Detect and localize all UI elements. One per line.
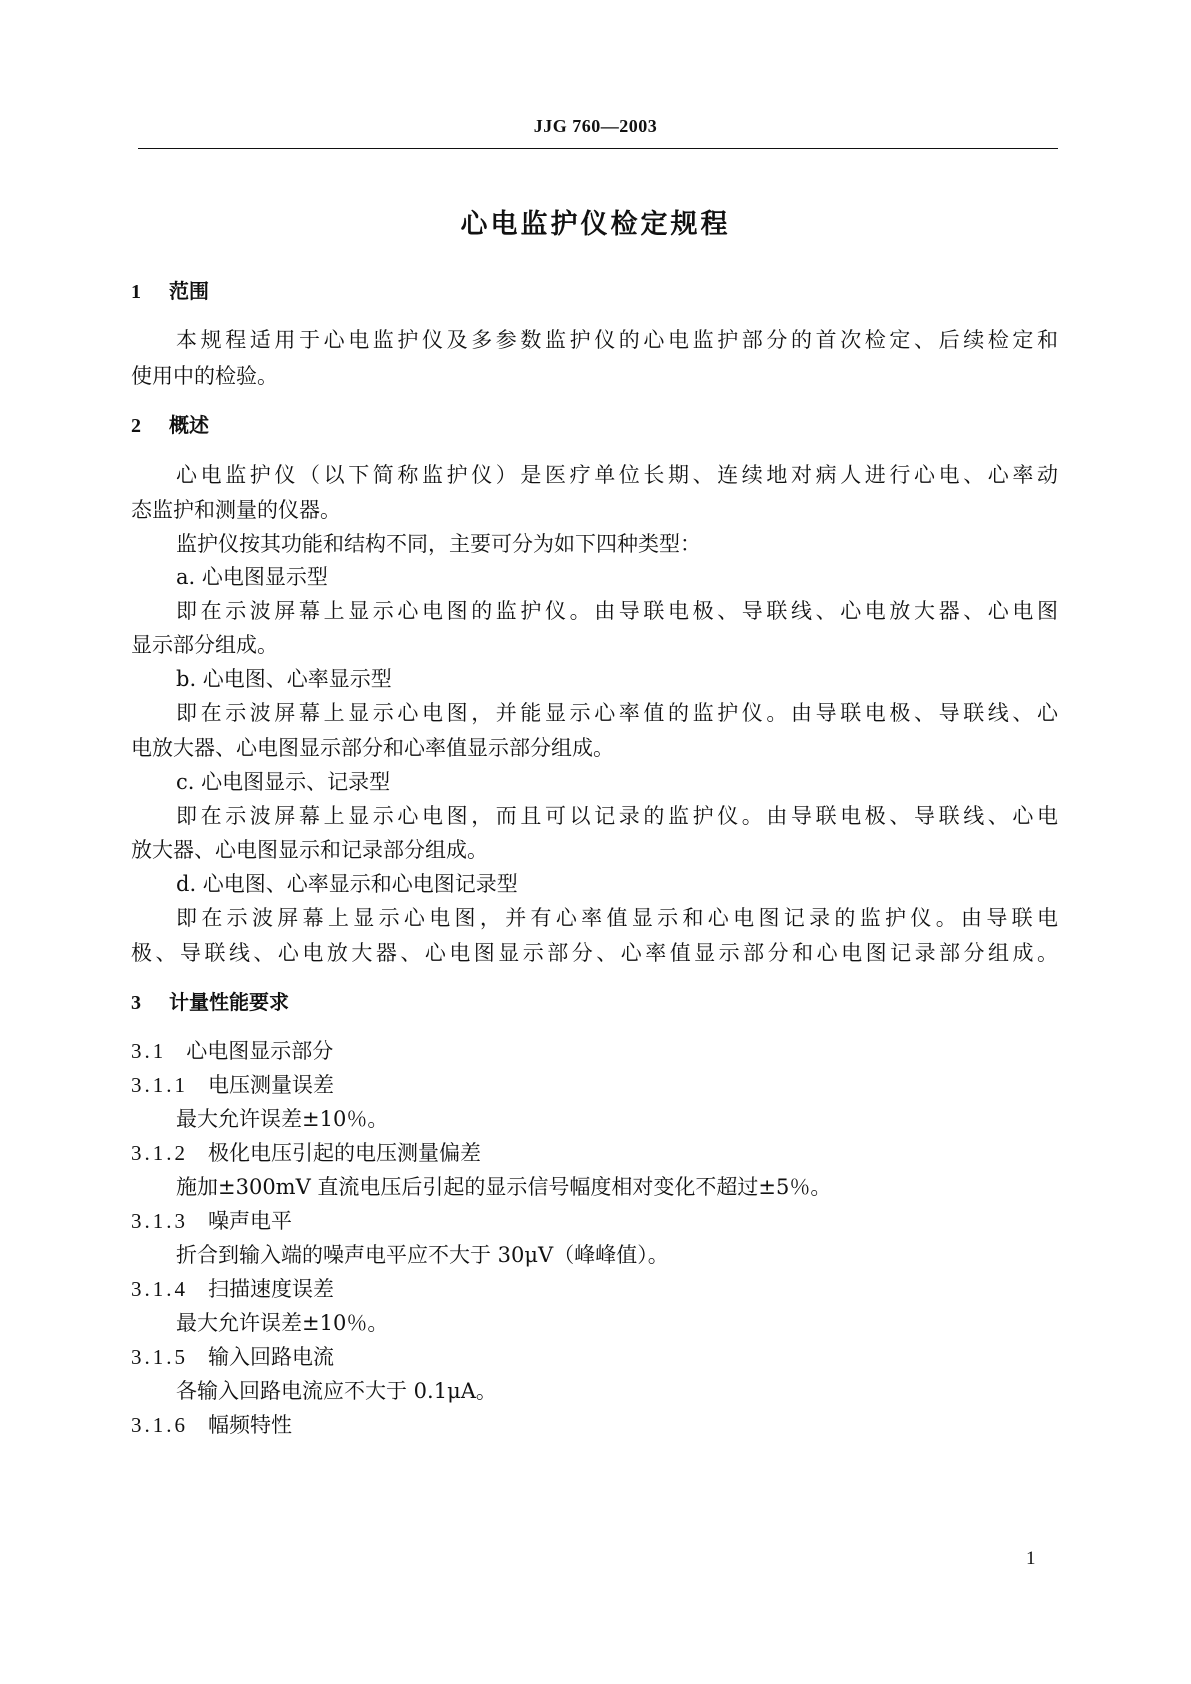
type-b-line-2: 电放大器、心电图显示部分和心率值显示部分组成。	[131, 736, 614, 760]
overview-p1-line-1: 心电监护仪（以下简称监护仪）是医疗单位长期、连续地对病人进行心电、心率动	[176, 463, 1058, 487]
scope-line-2: 使用中的检验。	[131, 364, 278, 388]
page-number: 1	[1026, 1548, 1036, 1569]
type-a-line-1: 即在示波屏幕上显示心电图的监护仪。由导联电极、导联线、心电放大器、心电图	[176, 599, 1058, 623]
overview-p2: 监护仪按其功能和结构不同，主要可分为如下四种类型：	[176, 532, 701, 556]
clause-number: 3.1.5	[131, 1345, 188, 1369]
section-number: 1	[131, 281, 141, 303]
type-a-line-2: 显示部分组成。	[131, 633, 278, 657]
clause-title: 电压测量误差	[208, 1073, 334, 1097]
clause-title: 扫描速度误差	[208, 1277, 334, 1301]
clause-3-1-4-text: 最大允许误差±10％。	[176, 1311, 389, 1335]
clause-3-1-6	[131, 1410, 292, 1440]
type-d-line-2: 极、导联线、心电放大器、心电图显示部分、心率值显示部分和心电图记录部分组成。	[131, 941, 1058, 965]
clause-3-1-1-text: 最大允许误差±10％。	[176, 1107, 389, 1131]
clause-3-1-3	[131, 1206, 292, 1236]
clause-3-1-2-text: 施加±300mV 直流电压后引起的显示信号幅度相对变化不超过±5％。	[176, 1175, 832, 1199]
clause-3-1-2	[131, 1138, 481, 1168]
type-b-line-1: 即在示波屏幕上显示心电图，并能显示心率值的监护仪。由导联电极、导联线、心	[176, 701, 1058, 725]
section-number: 2	[131, 415, 141, 437]
section-title: 概述	[169, 413, 209, 437]
clause-title: 幅频特性	[208, 1413, 292, 1437]
type-c-line-1: 即在示波屏幕上显示心电图，而且可以记录的监护仪。由导联电极、导联线、心电	[176, 804, 1058, 828]
clause-number: 3.1.3	[131, 1209, 188, 1233]
scope-line-1: 本规程适用于心电监护仪及多参数监护仪的心电监护部分的首次检定、后续检定和	[176, 328, 1058, 352]
section-number: 3	[131, 992, 141, 1014]
clause-title: 心电图显示部分	[186, 1039, 334, 1063]
type-c-line-2: 放大器、心电图显示和记录部分组成。	[131, 838, 488, 862]
clause-3-1-5-text: 各输入回路电流应不大于 0.1μA。	[176, 1379, 497, 1403]
clause-3-1	[131, 1036, 333, 1066]
header-rule	[138, 148, 1058, 149]
clause-3-1-4	[131, 1274, 334, 1304]
clause-3-1-3-text: 折合到输入端的噪声电平应不大于 30μV（峰峰值）。	[176, 1243, 669, 1267]
clause-title: 输入回路电流	[208, 1345, 334, 1369]
clause-title: 极化电压引起的电压测量偏差	[208, 1141, 481, 1165]
type-b-heading: b. 心电图、心率显示型	[176, 667, 392, 691]
clause-number: 3.1	[131, 1039, 167, 1063]
type-c-heading: c. 心电图显示、记录型	[176, 770, 391, 794]
type-d-line-1: 即在示波屏幕上显示心电图，并有心率值显示和心电图记录的监护仪。由导联电	[176, 906, 1058, 930]
clause-number: 3.1.2	[131, 1141, 188, 1165]
overview-p1-line-2: 态监护和测量的仪器。	[131, 498, 341, 522]
type-d-heading: d. 心电图、心率显示和心电图记录型	[176, 872, 518, 896]
clause-3-1-1	[131, 1070, 334, 1100]
clause-number: 3.1.6	[131, 1413, 188, 1437]
clause-number: 3.1.4	[131, 1277, 188, 1301]
clause-number: 3.1.1	[131, 1073, 188, 1097]
clause-title: 噪声电平	[208, 1209, 292, 1233]
clause-3-1-5	[131, 1342, 334, 1372]
section-title: 计量性能要求	[169, 990, 289, 1014]
section-title: 范围	[169, 279, 209, 303]
document-title: 心电监护仪检定规程	[460, 209, 731, 240]
type-a-heading: a. 心电图显示型	[176, 565, 328, 589]
running-header: JJG 760—2003	[533, 116, 658, 136]
section-1-heading	[131, 276, 209, 307]
section-3-heading	[131, 987, 289, 1018]
section-2-heading	[131, 410, 209, 441]
